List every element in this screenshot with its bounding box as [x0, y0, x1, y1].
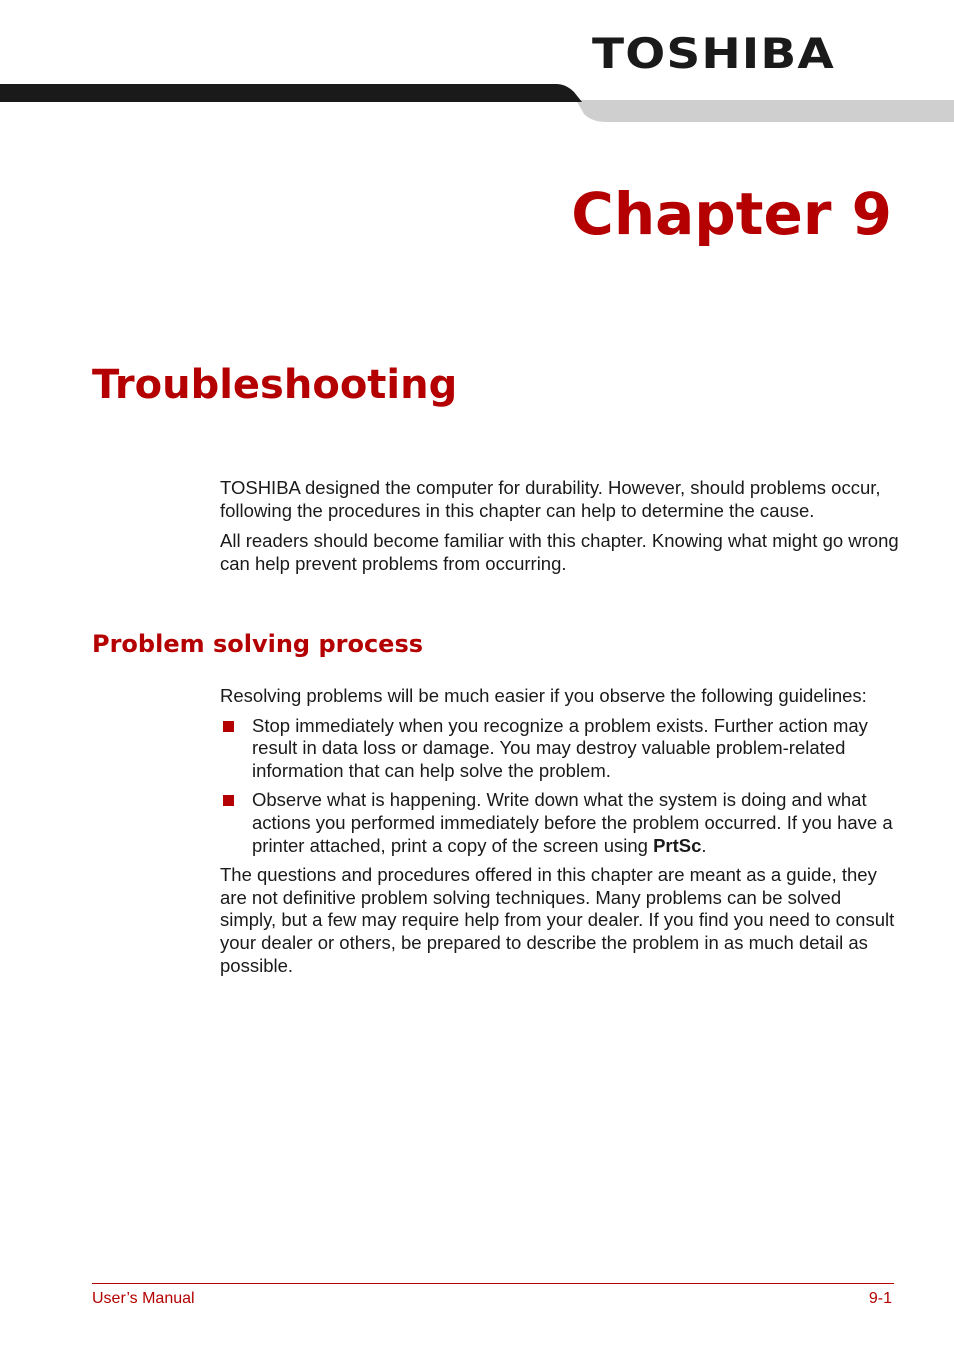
subsection-title: Problem solving process [92, 630, 424, 658]
closing-paragraph: The questions and procedures offered in this chapter are meant as a guide, they are not definitive problem solving techniques. Many problems can be solved simply, but a few may require help from your dealer. If you find you need to consult your dealer or others, be prepared to describe the problem in as much detail as possible. [220, 864, 895, 976]
list-item [220, 789, 900, 857]
header-band-dark [0, 84, 582, 102]
list-item-text-after: . [701, 834, 707, 856]
guideline-list [220, 715, 900, 858]
list-item-text [252, 789, 893, 855]
footer-rule [92, 1283, 894, 1284]
footer-manual-title: User’s Manual [92, 1290, 195, 1307]
footer-page-number: 9-1 [868, 1290, 892, 1307]
square-bullet-icon [223, 721, 234, 732]
intro-paragraph: TOSHIBA designed the computer for durability. However, should problems occur, following the procedures in this chapter can help to determine the cause. [220, 477, 881, 521]
list-item [220, 715, 900, 783]
chapter-title: Chapter 9 [571, 180, 892, 248]
intro-block [220, 477, 900, 575]
process-block [220, 685, 900, 977]
intro-paragraph: All readers should become familiar with this chapter. Knowing what might go wrong can help prevent problems from occurring. [220, 530, 899, 574]
section-title: Troubleshooting [92, 362, 458, 408]
list-item-text: Stop immediately when you recognize a problem exists. Further action may result in data loss or damage. You may destroy valuable problem-related information that can help solve the problem. [252, 714, 868, 781]
square-bullet-icon [223, 795, 234, 806]
toshiba-logo: TOSHIBA [592, 29, 835, 78]
lead-paragraph: Resolving problems will be much easier if you observe the following guidelines: [220, 685, 867, 706]
prtsc-key: PrtSc [653, 834, 702, 856]
header-band [0, 84, 954, 124]
header-band-light [576, 100, 954, 122]
list-item-text-before: Observe what is happening. Write down what the system is doing and what actions you performed immediately before the problem occurred. If you have a printer attached, print a copy of the screen using [252, 789, 893, 856]
